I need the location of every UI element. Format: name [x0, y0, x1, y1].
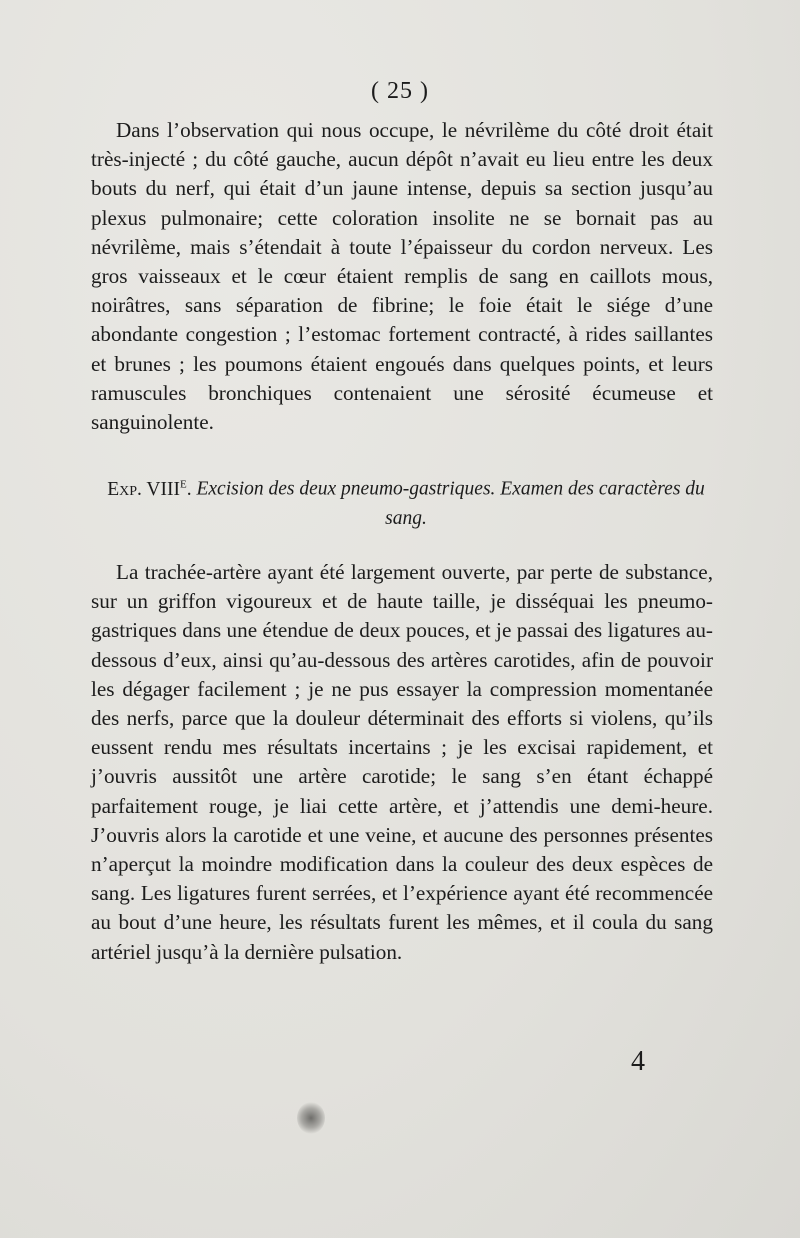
signature-mark: 4	[631, 1046, 645, 1077]
paragraph-text: La trachée-artère ayant été largement ouverte, par perte de substance, sur un griffon vigoureux et de haute taille, je disséquai les pneumo-gastriques dans une étendue de deux pouces, et je passai des ligatures au-dessous d’eux, ainsi qu’au-dessous des artères carotides, afin de pouvoir les dégager facilement ; je ne pus essayer la compression momentanée des nerfs, parce que la douleur déterminait des efforts si violens, qu’ils eussent rendu mes résultats incertains ; je les excisai rapidement, et j’ouvris aussitôt une artère carotide; le sang s’en étant échappé parfaitement rouge, je liai cette artère, et j’attendis une demi-heure. J’ouvris alors la carotide et une veine, et aucune des personnes présentes n’aperçut la moindre modification dans la couleur des deux espèces de sang. Les ligatures furent serrées, et l’expérience ayant été recommencée au bout d’une heure, les résultats furent les mêmes, et il coula du sang artériel jusqu’à la dernière pulsation.	[91, 560, 713, 964]
experiment-heading	[91, 468, 721, 533]
page-number: ( 25 )	[371, 78, 429, 104]
paragraph-observation	[91, 116, 713, 437]
experiment-label	[107, 473, 197, 500]
experiment-number: Exp. VIII	[107, 478, 180, 500]
experiment-period: .	[186, 478, 197, 500]
experiment-title: Excision des deux pneumo-gastriques. Examen des caractères du sang.	[196, 478, 705, 529]
paragraph-experiment	[91, 558, 713, 967]
experiment-superscript: e	[179, 473, 187, 491]
paragraph-text: Dans l’observation qui nous occupe, le névrilème du côté droit était très-injecté ; du côté gauche, aucun dépôt n’avait eu lieu entre les deux bouts du nerf, qui était d’un jaune intense, depuis sa section jusqu’au plexus pulmonaire; cette coloration insolite ne se bornait pas au névrilème, mais s’étendait à toute l’épaisseur du cordon nerveux. Les gros vaisseaux et le cœur étaient remplis de sang en caillots mous, noirâtres, sans séparation de fibrine; le foie était le siége d’une abondante congestion ; l’estomac fortement contracté, à rides saillantes et brunes ; les poumons étaient engoués dans quelques points, et leurs ramuscules bronchiques contenaient une sérosité écumeuse et sanguinolente.	[91, 118, 713, 435]
ink-stain	[297, 1102, 325, 1134]
